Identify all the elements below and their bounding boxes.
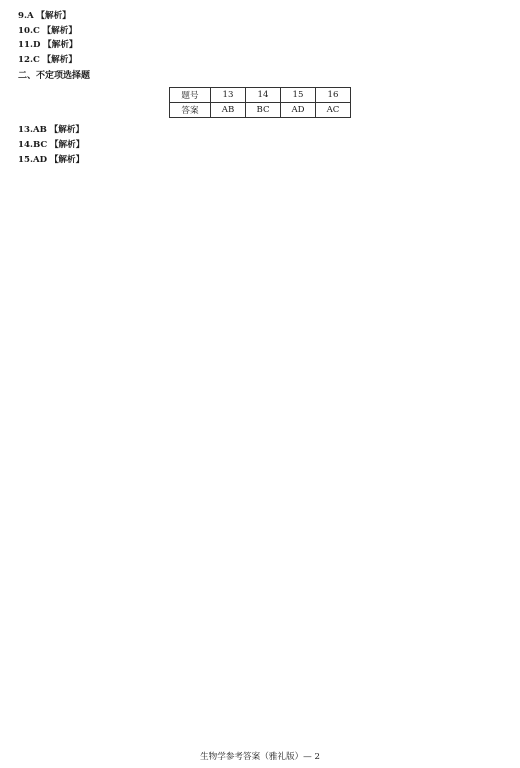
item-number: 14. [18, 139, 33, 150]
item-answer: C [32, 54, 40, 65]
item-answer: BC [32, 139, 48, 150]
item-number: 11. [18, 40, 33, 51]
analysis-tag: 【解析】 [49, 125, 85, 136]
item-answer: C [32, 25, 40, 36]
answer-item-14 [18, 139, 502, 153]
analysis-tag: 【解析】 [36, 11, 71, 21]
item-answer: D [32, 40, 41, 51]
item-number: 10. [18, 25, 33, 36]
item-number: 9. [18, 11, 27, 21]
analysis-tag: 【解析】 [43, 40, 78, 51]
answer-cell: AC [316, 103, 351, 118]
answer-cell: AD [281, 103, 316, 118]
item-number: 13. [18, 125, 33, 136]
answer-item-10 [18, 25, 502, 39]
analysis-tag: 【解析】 [42, 54, 77, 65]
table-header-label: 题号 [170, 88, 211, 103]
answer-item-11 [18, 39, 502, 53]
item-answer: A [26, 11, 34, 21]
question-number-cell: 15 [281, 88, 316, 103]
analysis-tag: 【解析】 [49, 139, 85, 150]
question-number-cell: 13 [211, 88, 246, 103]
answer-item-12 [18, 54, 502, 68]
section-title: 二、不定项选择题 [18, 71, 91, 82]
question-number-cell: 16 [316, 88, 351, 103]
answer-item-15 [18, 154, 502, 168]
item-answer: AB [32, 125, 47, 136]
item-answer: AD [32, 154, 48, 165]
analysis-tag: 【解析】 [42, 25, 77, 36]
page-footer: 生物学参考答案（雅礼版）— 2 [200, 752, 320, 762]
answer-cell: BC [246, 103, 281, 118]
answer-table [169, 87, 351, 118]
answer-item-13 [18, 124, 502, 138]
item-number: 15. [18, 154, 33, 165]
analysis-tag: 【解析】 [49, 154, 85, 165]
table-answer-label: 答案 [170, 103, 211, 118]
answer-table-header-row [170, 88, 351, 103]
question-number-cell: 14 [246, 88, 281, 103]
answer-table-answer-row [170, 103, 351, 118]
answer-cell: AB [211, 103, 246, 118]
answer-item-9 [18, 10, 502, 24]
item-number: 12. [18, 54, 33, 65]
